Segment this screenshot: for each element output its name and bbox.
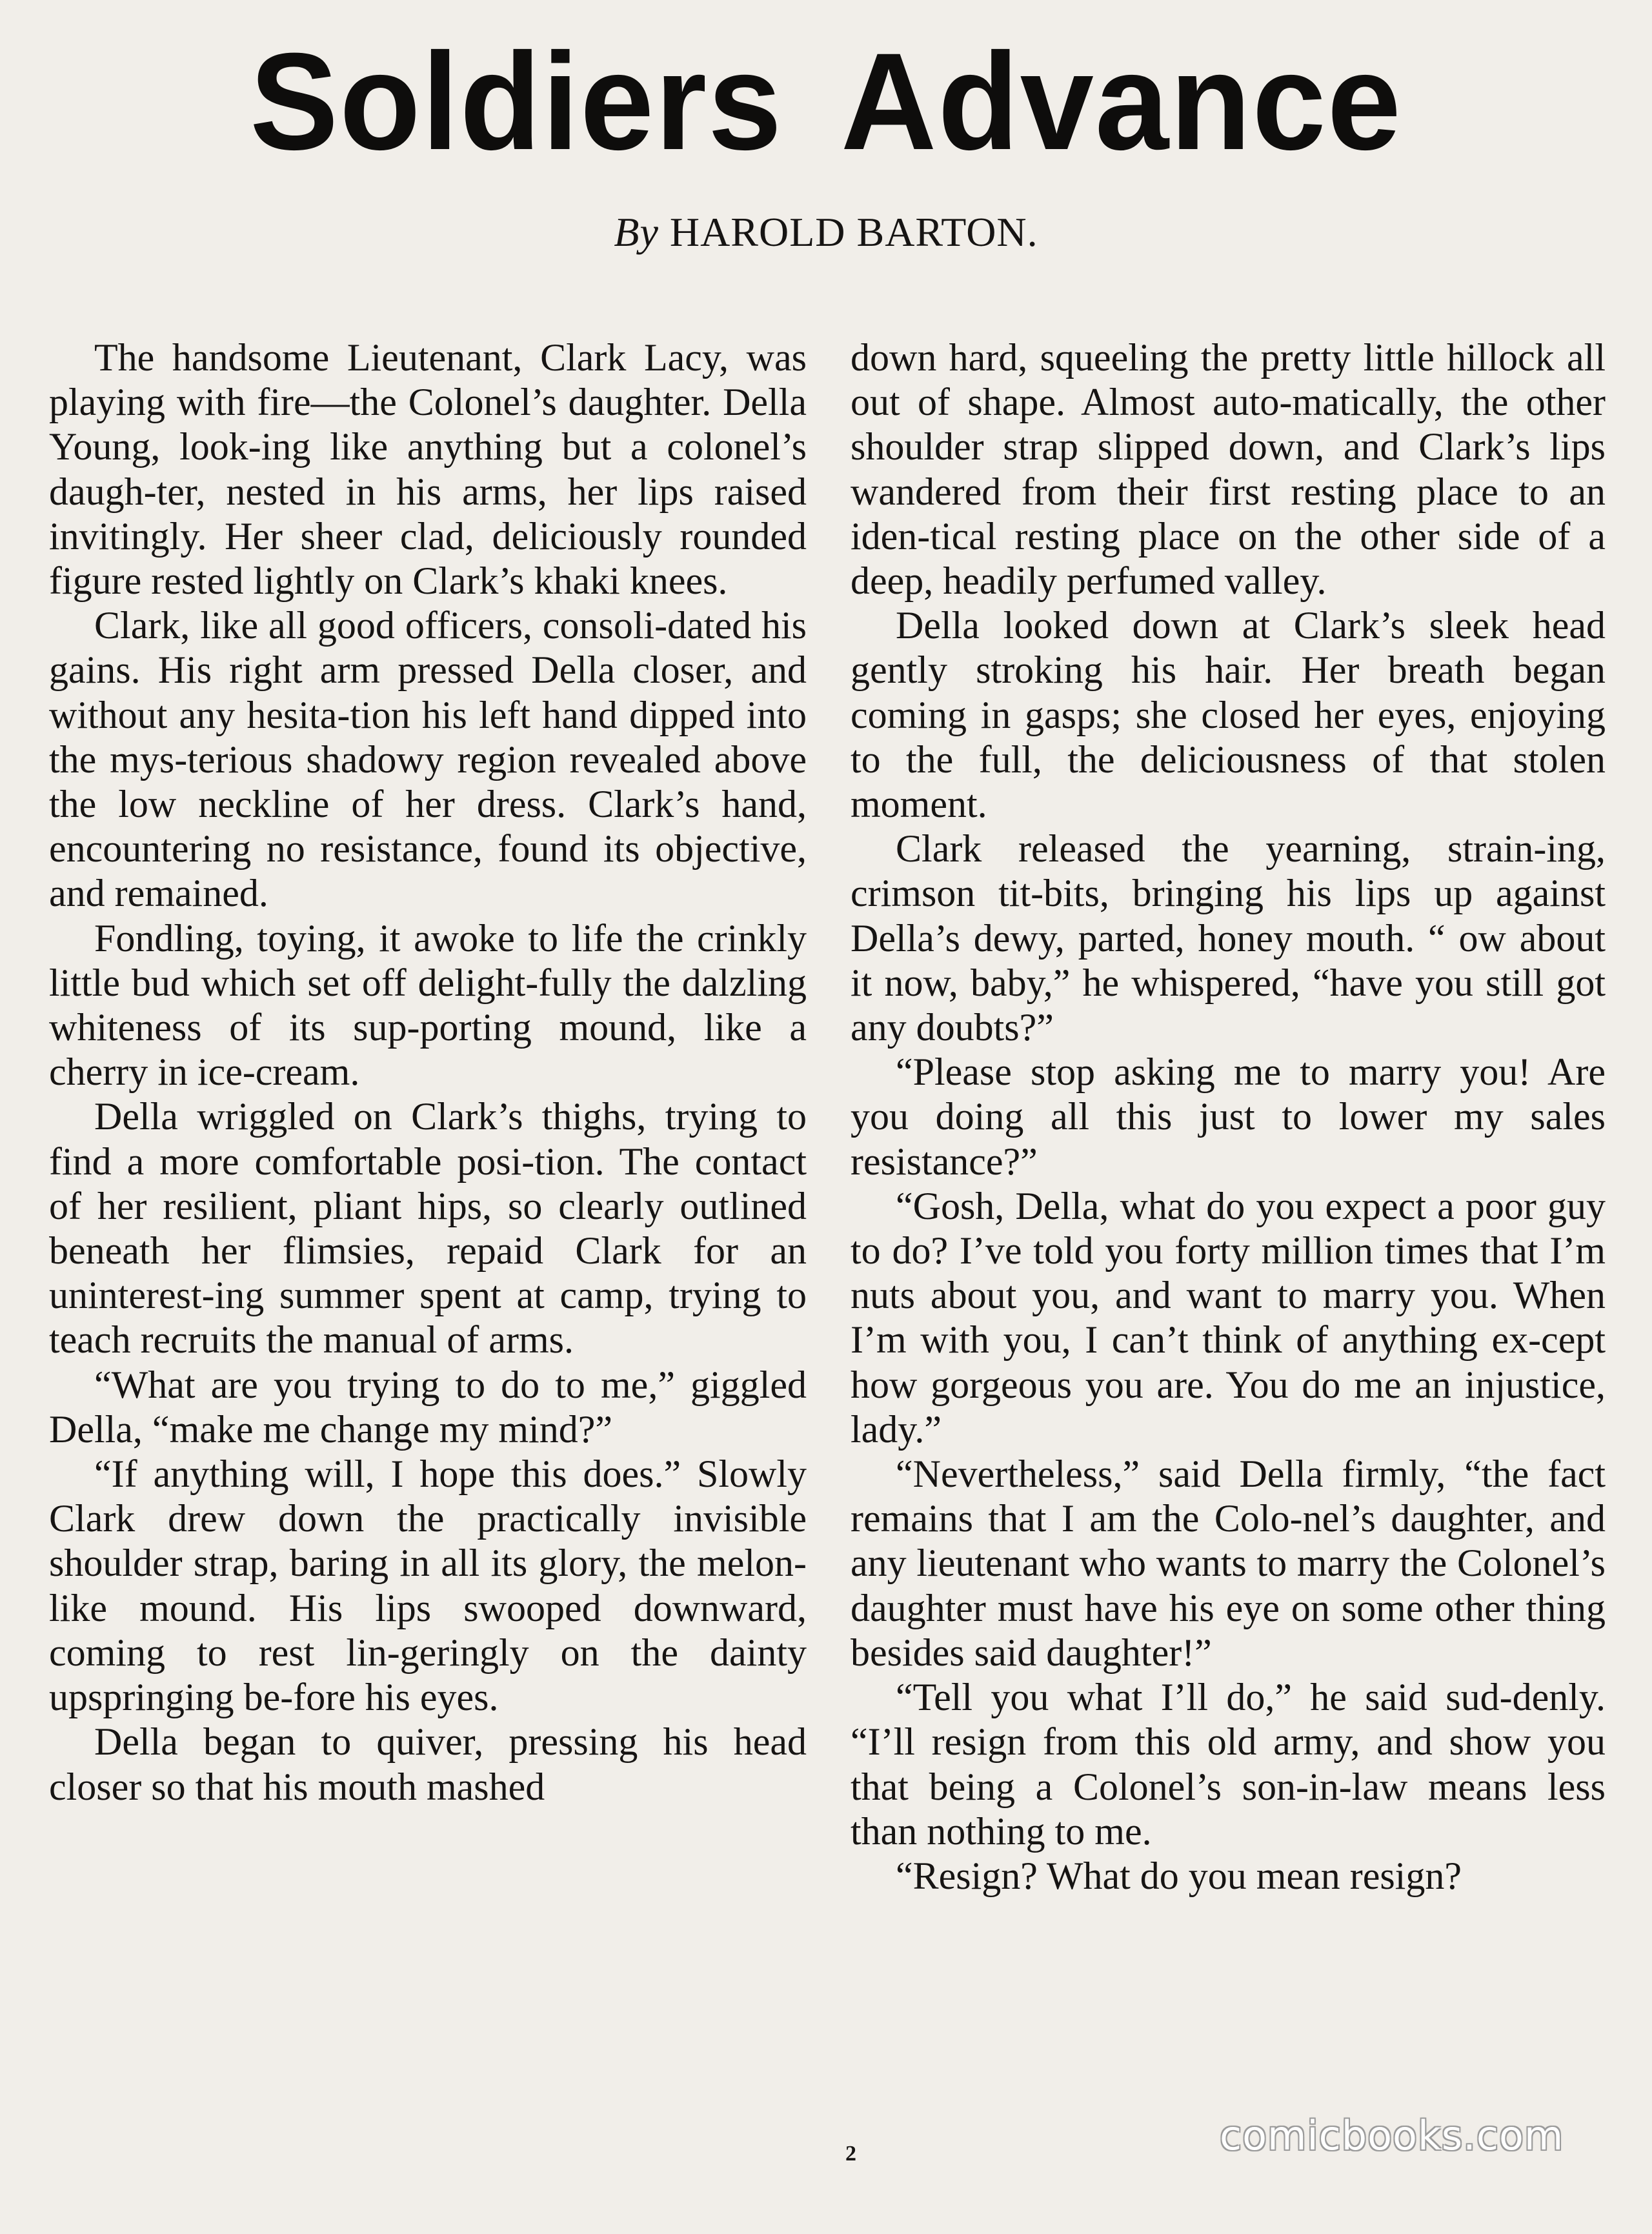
article-title: Soldiers Advance (250, 25, 1402, 179)
paragraph: “Resign? What do you mean resign? (896, 1854, 1462, 1897)
paragraph: Clark, like all good officers, consoli-dated his gains. His right arm pressed Della closer, and without any hesita-tion his left hand dipped into the mys-terious shadowy region revealed above the low neckline of her dress. Clark’s hand, encountering no resistance, found its objective, and remained. (49, 604, 807, 915)
paragraph: Della began to quiver, pressing his head closer so that his mouth mashed (49, 1720, 807, 1808)
left-column (49, 336, 807, 1809)
paragraph: Della wriggled on Clark’s thighs, trying to find a more comfortable posi-tion. The contact of her resilient, pliant hips, so clearly outlined beneath her flimsies, repaid Clark for an uninterest-ing summer spent at camp, trying to teach recruits the manual of arms. (49, 1095, 807, 1362)
paragraph: down hard, squeeling the pretty little hillock all out of shape. Almost auto-matically, the other shoulder strap slipped down, and Clark’s lips wandered from their first resting place to an iden-tical resting place on the other side of a deep, headily perfumed valley. (851, 336, 1606, 603)
paragraph: “Please stop asking me to marry you! Are you doing all this just to lower my sales resistance?” (851, 1051, 1606, 1183)
page-number: 2 (845, 2142, 856, 2166)
paragraph: “What are you trying to do to me,” giggled Della, “make me change my mind?” (49, 1363, 807, 1451)
paragraph: The handsome Lieutenant, Clark Lacy, was playing with fire—the Colonel’s daughter. Della Young, look-ing like anything but a colonel’s daugh-ter, nested in his arms, her lips raised invitingly. Her sheer clad, deliciously rounded figure rested lightly on Clark’s khaki knees. (49, 336, 807, 603)
paragraph: “Tell you what I’ll do,” he said sud-denly. “I’ll resign from this old army, and show you that being a Colonel’s son-in-law means less than nothing to me. (851, 1676, 1606, 1853)
paragraph: Fondling, toying, it awoke to life the crinkly little bud which set off delight-fully the dalzling whiteness of its sup-porting mound, like a cherry in ice-cream. (49, 916, 807, 1094)
right-column (851, 336, 1606, 1898)
byline-prefix: By (614, 209, 659, 255)
byline (0, 205, 1652, 259)
paragraph: “Nevertheless,” said Della firmly, “the fact remains that I am the Colo-nel’s daughter, and any lieutenant who wants to marry the Colonel’s daughter must have his eye on some other thing besides said daughter!” (851, 1453, 1606, 1674)
byline-author: HAROLD BARTON. (669, 209, 1038, 255)
watermark: comicbooks.com (1220, 2112, 1564, 2159)
paragraph: Clark released the yearning, strain-ing, crimson tit-bits, bringing his lips up against Della’s dewy, parted, honey mouth. “ ow about it now, baby,” he whispered, “have you still got any doubts?” (851, 827, 1606, 1049)
paragraph: “Gosh, Della, what do you expect a poor guy to do? I’ve told you forty million times that I’m nuts about you, and want to marry you. When I’m with you, I can’t think of anything ex-cept how gorgeous you are. You do me an injustice, lady.” (851, 1184, 1606, 1451)
paragraph: “If anything will, I hope this does.” Slowly Clark drew down the practically invisible shoulder strap, baring in all its glory, the melon-like mound. His lips swooped downward, coming to rest lin-geringly on the dainty upspringing be-fore his eyes. (49, 1453, 807, 1719)
paragraph: Della looked down at Clark’s sleek head gently stroking his hair. Her breath began coming in gasps; she closed her eyes, enjoying to the full, the deliciousness of that stolen moment. (851, 604, 1606, 826)
